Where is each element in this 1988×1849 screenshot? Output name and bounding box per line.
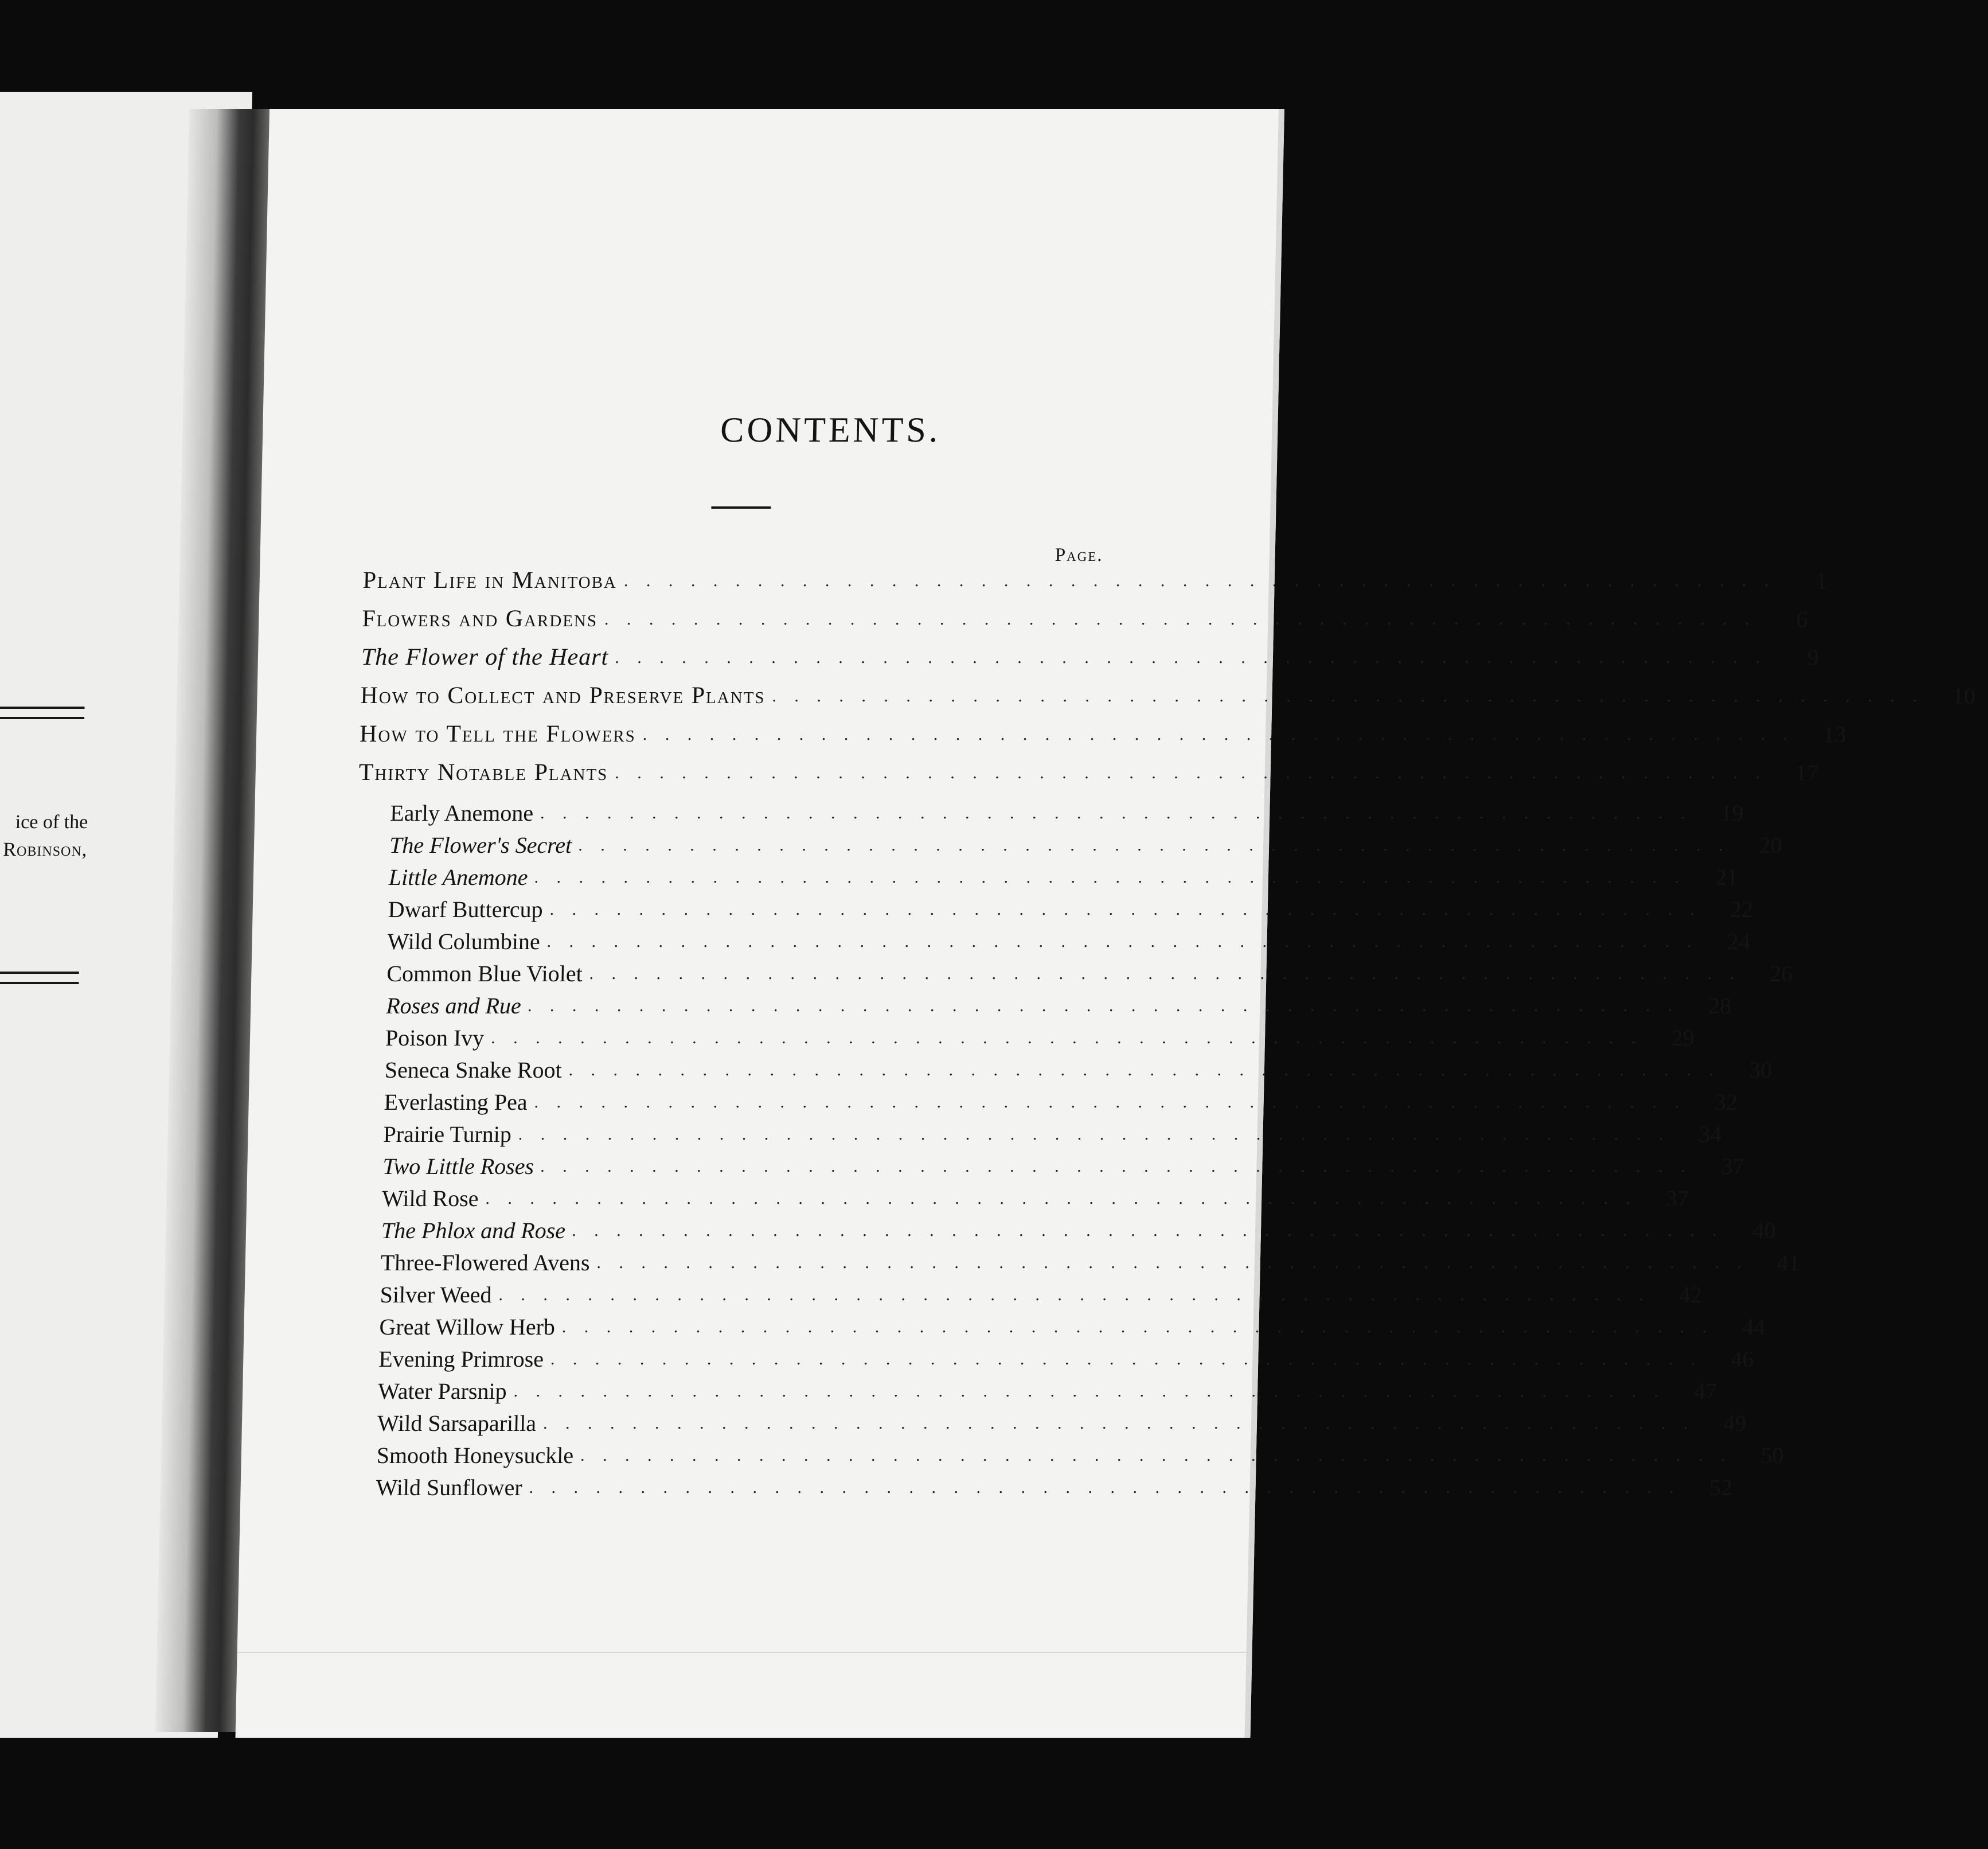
dot-leader: . . . . . . . . . . . . . . . . . . . . . . . . . . . . . . . . . . . . . . . . . . . . . . . . . . . . [498, 1285, 1651, 1304]
toc-entry-title: Little Anemone [388, 864, 528, 890]
toc-entry-page: 32 [1714, 1089, 1738, 1115]
toc-entry [385, 987, 1732, 1019]
toc-entry-title: Two Little Roses [382, 1153, 534, 1179]
toc-entry-page: 40 [1752, 1218, 1776, 1243]
dot-leader: . . . . . . . . . . . . . . . . . . . . . . . . . . . . . . . . . . . . . . . . . . . . . . . . . . . . [550, 1349, 1702, 1368]
dot-leader: . . . . . . . . . . . . . . . . . . . . . . . . . . . . . . . . . . . . . . . . . . . . . . . . . . . . [542, 1414, 1696, 1433]
toc-entry-page: 17 [1795, 760, 1819, 786]
toc-entry [383, 1115, 1722, 1148]
toc-entry-title: Water Parsnip [377, 1378, 507, 1404]
toc-entry [361, 639, 1819, 671]
toc-entry-title: Prairie Turnip [383, 1121, 512, 1147]
toc-entry-title: Common Blue Violet [386, 961, 583, 986]
toc-entry-page: 41 [1776, 1250, 1800, 1275]
toc-entry-page: 19 [1720, 800, 1744, 826]
toc-entry-title: Wild Columbine [387, 929, 541, 954]
toc-entry [380, 1244, 1800, 1276]
toc-entry [389, 794, 1744, 826]
toc-entry [379, 1308, 1766, 1340]
left-snippet-line-1: ice of the [15, 812, 88, 833]
toc-entry [360, 677, 1976, 709]
toc-entry [380, 1276, 1702, 1308]
toc-entry-title: Evening Primrose [378, 1346, 544, 1372]
table-of-contents [236, 109, 1976, 1738]
toc-entry-page: 1 [1815, 568, 1827, 594]
toc-entry [384, 1083, 1738, 1115]
toc-entry-title: Dwarf Buttercup [388, 896, 544, 922]
dot-leader: . . . . . . . . . . . . . . . . . . . . . . . . . . . . . . . . . . . . . . . . . . . . . . . . . . . . [604, 610, 1756, 629]
contents-page [236, 109, 1976, 1738]
toc-entry-title: Smooth Honeysuckle [376, 1442, 574, 1468]
toc-entry-page: 9 [1807, 645, 1819, 670]
toc-entry-page: 26 [1769, 961, 1793, 986]
toc-entry-page: 34 [1698, 1121, 1722, 1147]
toc-entry-title: Roses and Rue [385, 993, 522, 1019]
toc-entry [382, 1148, 1745, 1180]
toc-entry-title: Wild Rose [381, 1185, 479, 1211]
dot-leader: . . . . . . . . . . . . . . . . . . . . . . . . . . . . . . . . . . . . . . . . . . . . . . . . . . . . [546, 932, 1699, 951]
dot-leader: . . . . . . . . . . . . . . . . . . . . . . . . . . . . . . . . . . . . . . . . . . . . . . . . . . . . [518, 1125, 1670, 1144]
toc-entry-title: Wild Sunflower [376, 1474, 523, 1500]
toc-entry-page: 42 [1678, 1282, 1702, 1308]
toc-entry-title: Early Anemone [389, 800, 534, 826]
left-double-rule-bottom [0, 972, 79, 984]
toc-entry-page: 6 [1796, 606, 1809, 632]
toc-entry [377, 1405, 1747, 1437]
dot-leader: . . . . . . . . . . . . . . . . . . . . . . . . . . . . . . . . . . . . . . . . . . . . . . . . . . . . [513, 1382, 1666, 1401]
toc-entry [386, 955, 1793, 987]
toc-entry [387, 923, 1751, 955]
toc-entry [388, 891, 1753, 923]
dot-leader: . . . . . . . . . . . . . . . . . . . . . . . . . . . . . . . . . . . . . . . . . . . . . . . . . . . . [589, 964, 1741, 983]
toc-entry-page: 49 [1723, 1410, 1747, 1436]
toc-entry-title: Plant Life in Manitoba [362, 567, 618, 594]
dot-leader: . . . . . . . . . . . . . . . . . . . . . . . . . . . . . . . . . . . . . . . . . . . . . . . . . . . . [580, 1446, 1732, 1465]
toc-entry-title: Poison Ivy [385, 1025, 485, 1051]
toc-entry-title: The Flower of the Heart [361, 644, 609, 670]
dot-leader: . . . . . . . . . . . . . . . . . . . . . . . . . . . . . . . . . . . . . . . . . . . . . . . . . . . . [540, 1157, 1693, 1176]
toc-entry-page: 21 [1714, 864, 1739, 890]
toc-entry [385, 1019, 1695, 1051]
toc-entry [376, 1437, 1784, 1469]
dot-leader: . . . . . . . . . . . . . . . . . . . . . . . . . . . . . . . . . . . . . . . . . . . . . . . . . . . . [615, 648, 1768, 667]
toc-entry [359, 716, 1846, 748]
toc-entry [358, 754, 1819, 786]
left-double-rule-top [0, 707, 85, 719]
toc-entry-page: 24 [1727, 929, 1751, 954]
toc-entry-page: 50 [1760, 1442, 1784, 1468]
toc-entry-title: Three-Flowered Avens [380, 1250, 591, 1275]
toc-entry [377, 1372, 1717, 1405]
toc-entry-page: 10 [1952, 683, 1976, 709]
toc-entry-page: 47 [1693, 1378, 1717, 1404]
toc-entry-page: 30 [1748, 1057, 1772, 1083]
toc-entry [362, 562, 1827, 594]
toc-entry-title: Seneca Snake Root [384, 1057, 563, 1083]
toc-entry [378, 1340, 1755, 1372]
toc-entry [381, 1212, 1776, 1244]
dot-leader: . . . . . . . . . . . . . . . . . . . . . . . . . . . . . . . . . . . . . . . . . . . . . . . . . . . . [572, 1221, 1724, 1240]
toc-entry-title: Great Willow Herb [379, 1314, 556, 1340]
dot-leader: . . . . . . . . . . . . . . . . . . . . . . . . . . . . . . . . . . . . . . . . . . . . . . . . . . . . [528, 996, 1680, 1015]
toc-entry-title: Everlasting Pea [384, 1089, 528, 1115]
toc-entry-page: 52 [1709, 1474, 1733, 1500]
left-snippet-line-2: Robinson, [3, 839, 88, 860]
toc-entry-page: 13 [1822, 721, 1846, 747]
toc-entry [381, 1180, 1689, 1212]
toc-entry [389, 826, 1783, 859]
toc-entry-page: 28 [1708, 993, 1732, 1019]
left-page-text [0, 809, 88, 864]
page-title: CONTENTS. [720, 411, 942, 450]
dot-leader: . . . . . . . . . . . . . . . . . . . . . . . . . . . . . . . . . . . . . . . . . . . . . . . . . . . . [568, 1060, 1721, 1079]
toc-entry-page: 37 [1665, 1185, 1689, 1211]
toc-entry-page: 22 [1729, 896, 1753, 922]
toc-entry-title: The Phlox and Rose [381, 1218, 566, 1243]
toc-entry [384, 1051, 1772, 1083]
toc-entry-title: Thirty Notable Plants [358, 759, 608, 786]
dot-leader: . . . . . . . . . . . . . . . . . . . . . . . . . . . . . . . . . . . . . . . . . . . . . . . . . . . . [772, 686, 1924, 705]
dot-leader: . . . . . . . . . . . . . . . . . . . . . . . . . . . . . . . . . . . . . . . . . . . . . . . . . . . . [549, 900, 1702, 919]
toc-entry-title: Wild Sarsaparilla [377, 1410, 537, 1436]
dot-leader: . . . . . . . . . . . . . . . . . . . . . . . . . . . . . . . . . . . . . . . . . . . . . . . . . . . . [642, 725, 1795, 744]
toc-entry-title: Silver Weed [380, 1282, 493, 1308]
dot-leader: . . . . . . . . . . . . . . . . . . . . . . . . . . . . . . . . . . . . . . . . . . . . . . . . . . . . [534, 1093, 1686, 1111]
toc-entry-page: 46 [1731, 1346, 1755, 1372]
toc-entry [376, 1469, 1733, 1501]
dot-leader: . . . . . . . . . . . . . . . . . . . . . . . . . . . . . . . . . . . . . . . . . . . . . . . . . . . . [490, 1028, 1643, 1047]
toc-entry-title: The Flower's Secret [389, 832, 572, 858]
dot-leader: . . . . . . . . . . . . . . . . . . . . . . . . . . . . . . . . . . . . . . . . . . . . . . . . . . . . [623, 571, 1776, 590]
dot-leader: . . . . . . . . . . . . . . . . . . . . . . . . . . . . . . . . . . . . . . . . . . . . . . . . . . . . [615, 763, 1767, 782]
toc-entry-page: 29 [1671, 1025, 1695, 1051]
dot-leader: . . . . . . . . . . . . . . . . . . . . . . . . . . . . . . . . . . . . . . . . . . . . . . . . . . . . [534, 868, 1687, 887]
toc-entry-title: Flowers and Gardens [361, 606, 598, 632]
dot-leader: . . . . . . . . . . . . . . . . . . . . . . . . . . . . . . . . . . . . . . . . . . . . . . . . . . . . [561, 1317, 1714, 1336]
toc-entry-page: 20 [1759, 832, 1783, 858]
dot-leader: . . . . . . . . . . . . . . . . . . . . . . . . . . . . . . . . . . . . . . . . . . . . . . . . . . . . [540, 803, 1693, 822]
toc-entry-page: 44 [1742, 1314, 1766, 1340]
toc-entry-page: 37 [1721, 1153, 1745, 1179]
page-column-label: Page. [1054, 545, 1104, 565]
toc-entry [388, 859, 1739, 891]
toc-entry-title: How to Tell the Flowers [359, 721, 636, 747]
toc-entry-title: How to Collect and Preserve Plants [360, 682, 766, 709]
toc-entry [361, 600, 1809, 633]
dot-leader: . . . . . . . . . . . . . . . . . . . . . . . . . . . . . . . . . . . . . . . . . . . . . . . . . . . . [529, 1478, 1681, 1497]
dot-leader: . . . . . . . . . . . . . . . . . . . . . . . . . . . . . . . . . . . . . . . . . . . . . . . . . . . . [578, 836, 1731, 855]
dot-leader: . . . . . . . . . . . . . . . . . . . . . . . . . . . . . . . . . . . . . . . . . . . . . . . . . . . . [485, 1189, 1638, 1208]
dot-leader: . . . . . . . . . . . . . . . . . . . . . . . . . . . . . . . . . . . . . . . . . . . . . . . . . . . . [596, 1253, 1749, 1272]
